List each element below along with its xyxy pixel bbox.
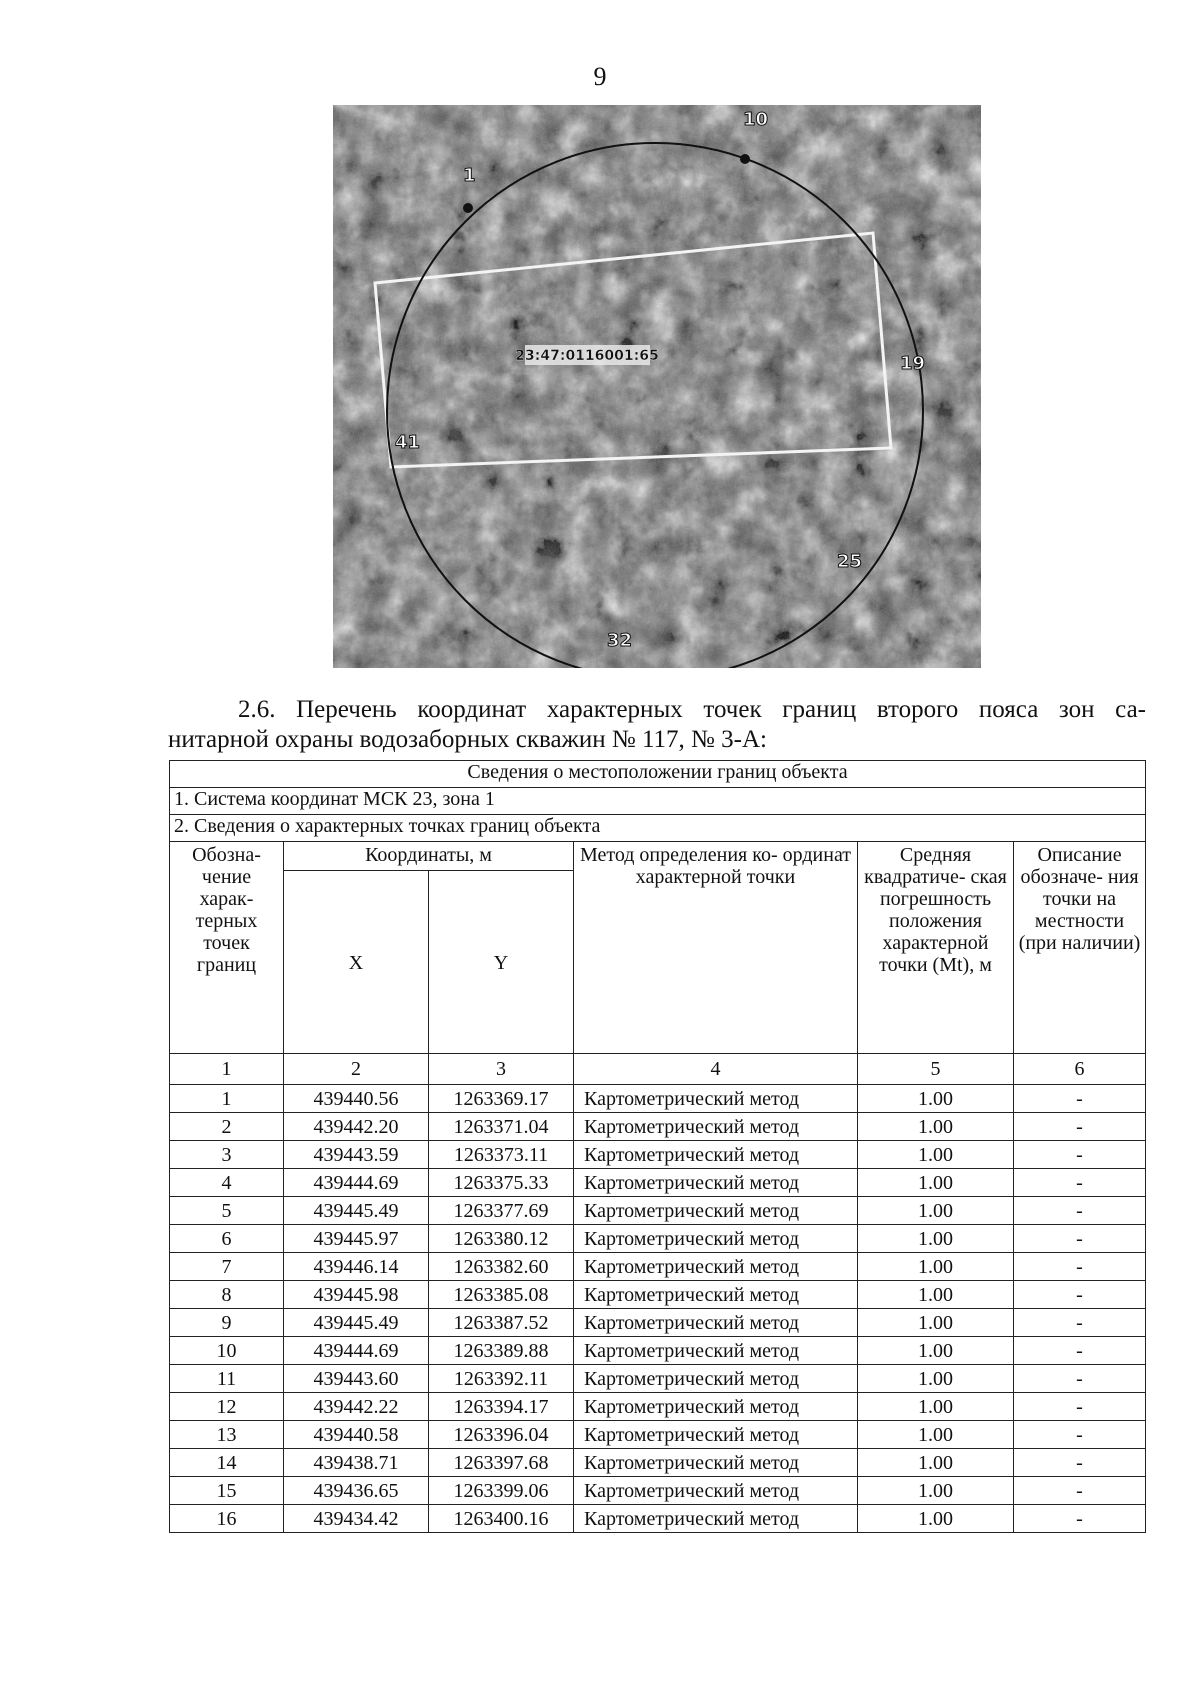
section-heading-line1: 2.6. Перечень координат характерных точек границ второго пояса зон са- xyxy=(238,696,1146,723)
header-description: Описание обозначе- ния точки на местности (при наличии) xyxy=(1014,842,1146,1054)
y-coordinate-cell: 1263371.04 xyxy=(429,1113,574,1141)
coordinates-table xyxy=(169,760,1146,1533)
x-coordinate-cell: 439434.42 xyxy=(284,1505,429,1533)
column-number: 5 xyxy=(858,1054,1014,1085)
x-coordinate-cell: 439444.69 xyxy=(284,1337,429,1365)
table-title: Сведения о местоположении границ объекта xyxy=(170,761,1146,788)
table-row xyxy=(170,1169,1146,1197)
map-point-label: 25 xyxy=(837,551,863,572)
method-cell: Картометрический метод xyxy=(574,1393,858,1421)
method-cell: Картометрический метод xyxy=(574,1113,858,1141)
table-row xyxy=(170,1197,1146,1225)
y-coordinate-cell: 1263373.11 xyxy=(429,1141,574,1169)
description-cell: - xyxy=(1014,1449,1146,1477)
point-number-cell: 4 xyxy=(170,1169,284,1197)
y-coordinate-cell: 1263389.88 xyxy=(429,1337,574,1365)
method-cell: Картометрический метод xyxy=(574,1085,858,1113)
points-section-title: 2. Сведения о характерных точках границ объекта xyxy=(170,815,1146,842)
method-cell: Картометрический метод xyxy=(574,1253,858,1281)
table-row xyxy=(170,1449,1146,1477)
x-coordinate-cell: 439444.69 xyxy=(284,1169,429,1197)
table-row xyxy=(170,1225,1146,1253)
parcel-label: 23:47:0116001:65 xyxy=(515,348,659,364)
map-grain-texture xyxy=(333,105,981,668)
error-cell: 1.00 xyxy=(858,1141,1014,1169)
table-row xyxy=(170,1113,1146,1141)
header-error: Средняя квадратиче- ская погрешность положения характерной точки (Mt), м xyxy=(858,842,1014,1054)
column-number: 2 xyxy=(284,1054,429,1085)
point-number-cell: 5 xyxy=(170,1197,284,1225)
page-number: 9 xyxy=(593,62,607,91)
header-coordinates: Координаты, м xyxy=(284,842,574,871)
x-coordinate-cell: 439438.71 xyxy=(284,1449,429,1477)
point-number-cell: 2 xyxy=(170,1113,284,1141)
description-cell: - xyxy=(1014,1113,1146,1141)
section-heading-line2: нитарной охраны водозаборных скважин № 117, № 3-А: xyxy=(168,726,767,753)
method-cell: Картометрический метод xyxy=(574,1309,858,1337)
description-cell: - xyxy=(1014,1365,1146,1393)
y-coordinate-cell: 1263396.04 xyxy=(429,1421,574,1449)
description-cell: - xyxy=(1014,1337,1146,1365)
error-cell: 1.00 xyxy=(858,1365,1014,1393)
x-coordinate-cell: 439445.49 xyxy=(284,1309,429,1337)
description-cell: - xyxy=(1014,1169,1146,1197)
description-cell: - xyxy=(1014,1141,1146,1169)
y-coordinate-cell: 1263377.69 xyxy=(429,1197,574,1225)
coordinate-system: 1. Система координат МСК 23, зона 1 xyxy=(170,788,1146,815)
x-coordinate-cell: 439443.59 xyxy=(284,1141,429,1169)
error-cell: 1.00 xyxy=(858,1337,1014,1365)
point-number-cell: 8 xyxy=(170,1281,284,1309)
x-coordinate-cell: 439445.49 xyxy=(284,1197,429,1225)
point-number-cell: 10 xyxy=(170,1337,284,1365)
description-cell: - xyxy=(1014,1085,1146,1113)
error-cell: 1.00 xyxy=(858,1253,1014,1281)
table-row xyxy=(170,1253,1146,1281)
description-cell: - xyxy=(1014,1393,1146,1421)
column-number: 1 xyxy=(170,1054,284,1085)
error-cell: 1.00 xyxy=(858,1421,1014,1449)
method-cell: Картометрический метод xyxy=(574,1141,858,1169)
boundary-point-marker xyxy=(463,203,473,213)
error-cell: 1.00 xyxy=(858,1225,1014,1253)
point-number-cell: 1 xyxy=(170,1085,284,1113)
x-coordinate-cell: 439442.22 xyxy=(284,1393,429,1421)
description-cell: - xyxy=(1014,1225,1146,1253)
method-cell: Картометрический метод xyxy=(574,1169,858,1197)
error-cell: 1.00 xyxy=(858,1477,1014,1505)
y-coordinate-cell: 1263380.12 xyxy=(429,1225,574,1253)
y-coordinate-cell: 1263385.08 xyxy=(429,1281,574,1309)
description-cell: - xyxy=(1014,1281,1146,1309)
table-row xyxy=(170,1309,1146,1337)
table-row xyxy=(170,1393,1146,1421)
x-coordinate-cell: 439442.20 xyxy=(284,1113,429,1141)
x-coordinate-cell: 439445.97 xyxy=(284,1225,429,1253)
map-point-label: 1 xyxy=(463,165,476,186)
table-row xyxy=(170,1141,1146,1169)
map-point-label: 41 xyxy=(395,432,421,453)
column-number: 3 xyxy=(429,1054,574,1085)
header-method: Метод определения ко- ординат характерной точки xyxy=(574,842,858,1054)
satellite-map xyxy=(333,105,981,668)
table-row xyxy=(170,1505,1146,1533)
point-number-cell: 7 xyxy=(170,1253,284,1281)
method-cell: Картометрический метод xyxy=(574,1365,858,1393)
x-coordinate-cell: 439446.14 xyxy=(284,1253,429,1281)
table-row xyxy=(170,1337,1146,1365)
column-number: 6 xyxy=(1014,1054,1146,1085)
y-coordinate-cell: 1263375.33 xyxy=(429,1169,574,1197)
description-cell: - xyxy=(1014,1421,1146,1449)
method-cell: Картометрический метод xyxy=(574,1337,858,1365)
error-cell: 1.00 xyxy=(858,1505,1014,1533)
y-coordinate-cell: 1263382.60 xyxy=(429,1253,574,1281)
map-point-label: 19 xyxy=(900,353,926,374)
method-cell: Картометрический метод xyxy=(574,1477,858,1505)
y-coordinate-cell: 1263397.68 xyxy=(429,1449,574,1477)
point-number-cell: 11 xyxy=(170,1365,284,1393)
method-cell: Картометрический метод xyxy=(574,1449,858,1477)
error-cell: 1.00 xyxy=(858,1281,1014,1309)
error-cell: 1.00 xyxy=(858,1169,1014,1197)
header-designation: Обозна- чение харак- терных точек границ xyxy=(170,842,284,1054)
description-cell: - xyxy=(1014,1309,1146,1337)
header-y: Y xyxy=(429,871,574,1054)
x-coordinate-cell: 439436.65 xyxy=(284,1477,429,1505)
y-coordinate-cell: 1263400.16 xyxy=(429,1505,574,1533)
error-cell: 1.00 xyxy=(858,1309,1014,1337)
column-number: 4 xyxy=(574,1054,858,1085)
description-cell: - xyxy=(1014,1505,1146,1533)
point-number-cell: 15 xyxy=(170,1477,284,1505)
method-cell: Картометрический метод xyxy=(574,1225,858,1253)
point-number-cell: 12 xyxy=(170,1393,284,1421)
point-number-cell: 16 xyxy=(170,1505,284,1533)
map-point-label: 10 xyxy=(743,109,769,130)
description-cell: - xyxy=(1014,1197,1146,1225)
table-row xyxy=(170,1281,1146,1309)
table-row xyxy=(170,1085,1146,1113)
error-cell: 1.00 xyxy=(858,1449,1014,1477)
table-row xyxy=(170,1365,1146,1393)
section-heading xyxy=(168,695,1146,755)
y-coordinate-cell: 1263394.17 xyxy=(429,1393,574,1421)
point-number-cell: 6 xyxy=(170,1225,284,1253)
error-cell: 1.00 xyxy=(858,1393,1014,1421)
map-point-label: 32 xyxy=(607,630,633,651)
x-coordinate-cell: 439445.98 xyxy=(284,1281,429,1309)
point-number-cell: 13 xyxy=(170,1421,284,1449)
x-coordinate-cell: 439443.60 xyxy=(284,1365,429,1393)
method-cell: Картометрический метод xyxy=(574,1197,858,1225)
description-cell: - xyxy=(1014,1253,1146,1281)
y-coordinate-cell: 1263392.11 xyxy=(429,1365,574,1393)
point-number-cell: 9 xyxy=(170,1309,284,1337)
error-cell: 1.00 xyxy=(858,1085,1014,1113)
x-coordinate-cell: 439440.58 xyxy=(284,1421,429,1449)
description-cell: - xyxy=(1014,1477,1146,1505)
point-number-cell: 14 xyxy=(170,1449,284,1477)
method-cell: Картометрический метод xyxy=(574,1281,858,1309)
y-coordinate-cell: 1263369.17 xyxy=(429,1085,574,1113)
method-cell: Картометрический метод xyxy=(574,1505,858,1533)
point-number-cell: 3 xyxy=(170,1141,284,1169)
y-coordinate-cell: 1263387.52 xyxy=(429,1309,574,1337)
boundary-point-marker xyxy=(740,154,750,164)
x-coordinate-cell: 439440.56 xyxy=(284,1085,429,1113)
table-row xyxy=(170,1421,1146,1449)
method-cell: Картометрический метод xyxy=(574,1421,858,1449)
error-cell: 1.00 xyxy=(858,1113,1014,1141)
header-x: X xyxy=(284,871,429,1054)
table-row xyxy=(170,1477,1146,1505)
y-coordinate-cell: 1263399.06 xyxy=(429,1477,574,1505)
error-cell: 1.00 xyxy=(858,1197,1014,1225)
